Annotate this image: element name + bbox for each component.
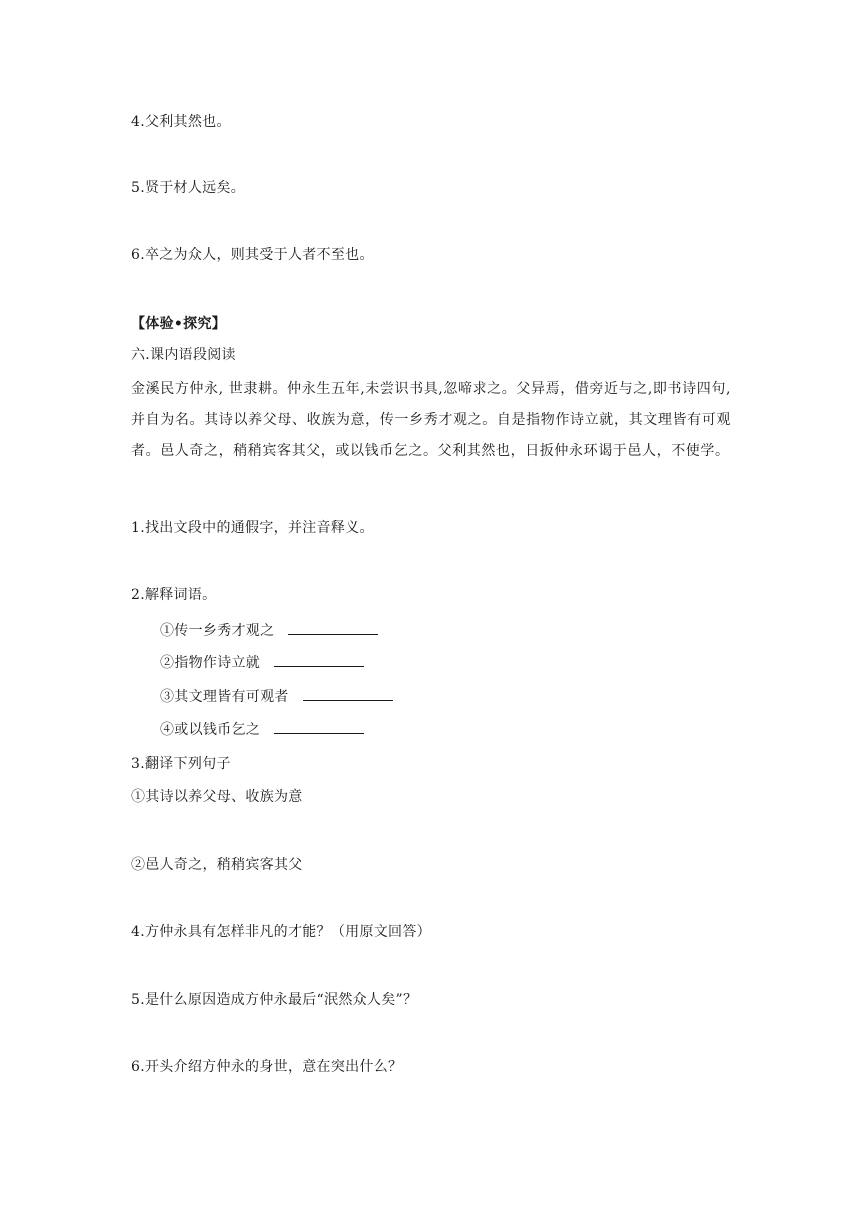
- q2-item-1-text: ①传一乡秀才观之: [160, 623, 275, 639]
- prev-item-4: 4.父利其然也。: [131, 114, 231, 130]
- q2-item-4: [160, 719, 364, 740]
- answer-blank-1[interactable]: [288, 620, 378, 635]
- question-3: 3.翻译下列句子: [131, 756, 231, 772]
- question-2: 2.解释词语。: [131, 587, 217, 603]
- answer-blank-3[interactable]: [303, 686, 393, 701]
- question-6: 6.开头介绍方仲永的身世，意在突出什么？: [131, 1059, 403, 1075]
- q2-item-3: [160, 686, 393, 707]
- q2-item-4-text: ④或以钱币乞之: [160, 722, 261, 738]
- q2-item-2: [160, 652, 364, 673]
- answer-blank-4[interactable]: [274, 719, 364, 734]
- q3-item-1: ①其诗以养父母、收族为意: [131, 789, 303, 805]
- q2-item-3-text: ③其文理皆有可观者: [160, 689, 289, 705]
- question-4: 4.方仲永具有怎样非凡的才能？（用原文回答）: [131, 924, 431, 940]
- question-1: 1.找出文段中的通假字，并注音释义。: [131, 520, 374, 536]
- question-5: 5.是什么原因造成方仲永最后“泯然众人矣”？: [131, 992, 418, 1008]
- subsection-title: 六.课内语段阅读: [131, 347, 236, 363]
- q3-item-2: ②邑人奇之，稍稍宾客其父: [131, 857, 303, 873]
- section-heading: 【体验•探究】: [131, 316, 227, 332]
- reading-passage: 金溪民方仲永, 世隶耕。仲永生五年,未尝识书具,忽啼求之。父异焉，借旁近与之,即书诗四句, 并自为名。其诗以养父母、收族为意，传一乡秀才观之。自是指物作诗立就，其文理皆有可观者。邑人奇之，稍稍宾客其父，或以钱币乞之。父利其然也，日扳仲永环谒于邑人，不使学。: [131, 381, 731, 459]
- answer-blank-2[interactable]: [274, 652, 364, 667]
- prev-item-5: 5.贤于材人远矣。: [131, 180, 246, 196]
- prev-item-6: 6.卒之为众人，则其受于人者不至也。: [131, 247, 374, 263]
- q2-item-1: [160, 620, 378, 641]
- q2-item-2-text: ②指物作诗立就: [160, 655, 261, 671]
